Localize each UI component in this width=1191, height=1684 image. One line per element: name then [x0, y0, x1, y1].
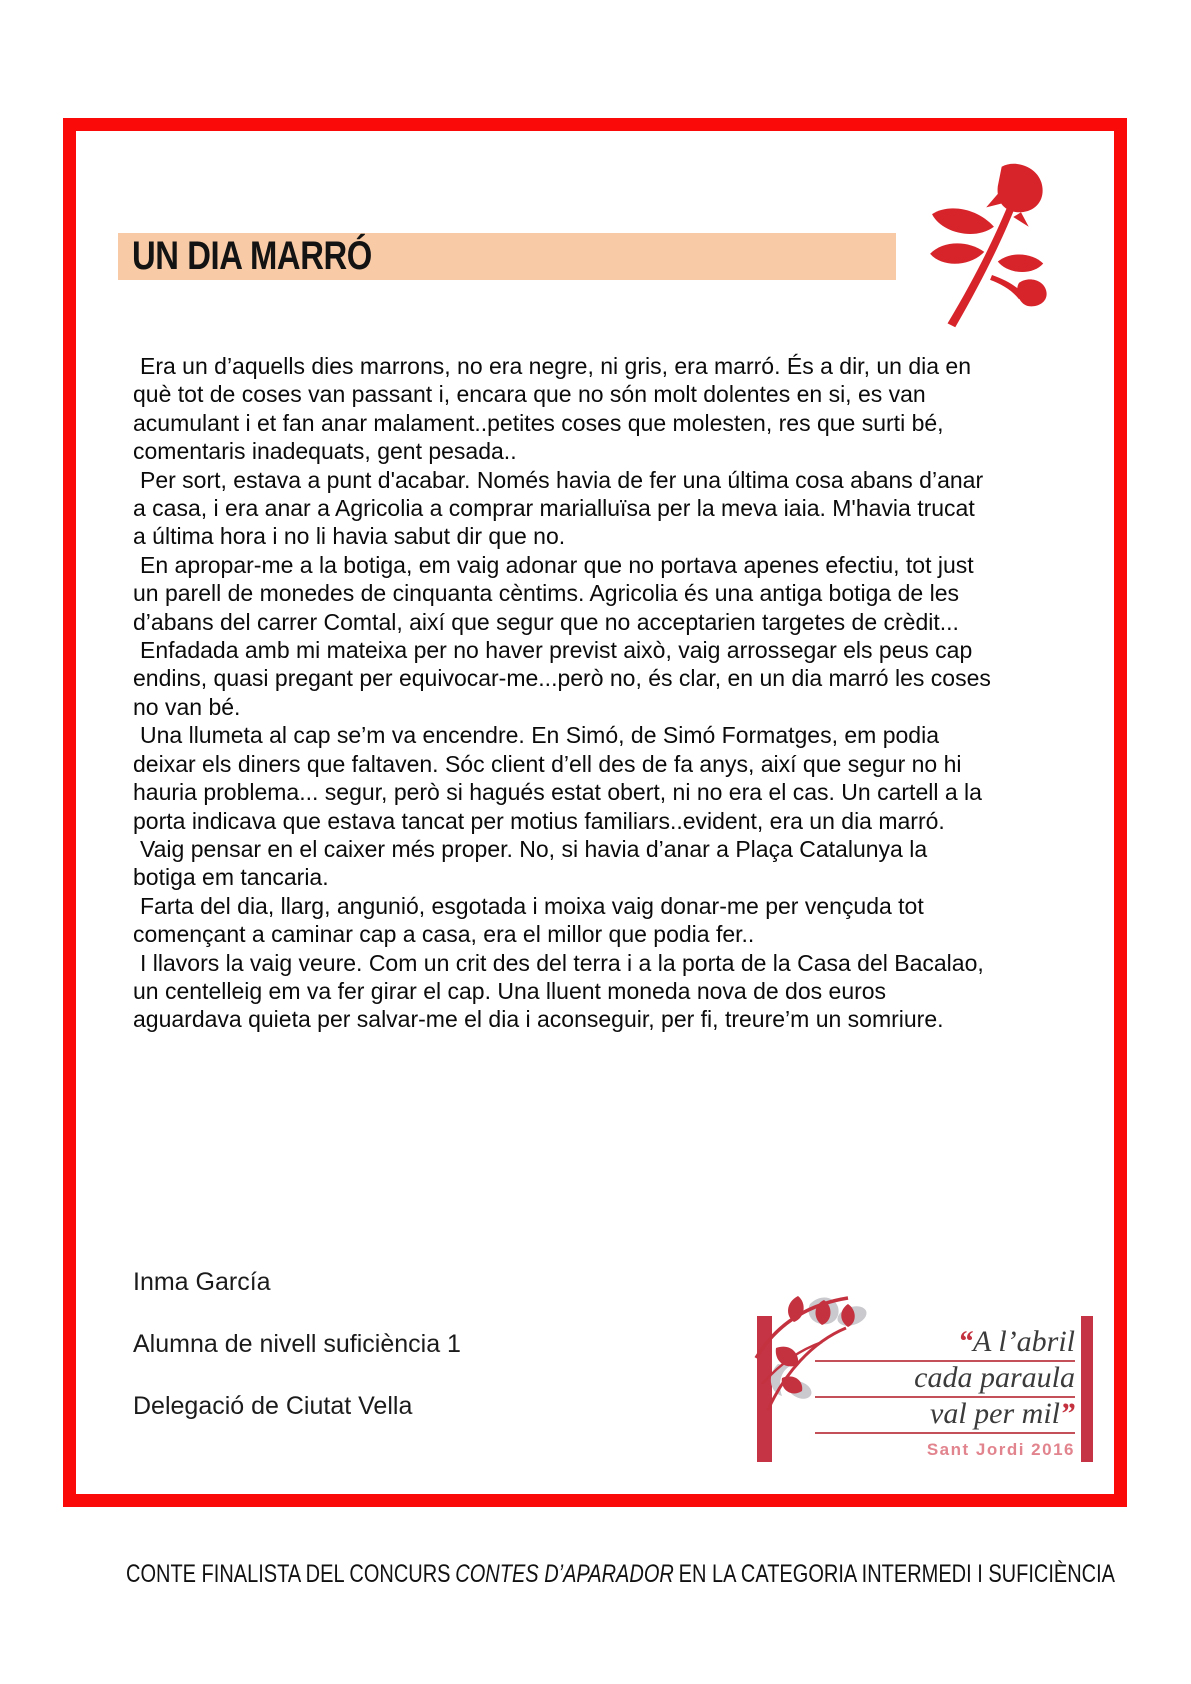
badge-quote-line-3: [815, 1398, 1075, 1434]
footer-contest-name: CONTES D’APARADOR: [455, 1560, 674, 1588]
story-text: [133, 352, 993, 1034]
story-paragraph: Una llumeta al cap se’m va encendre. En Simó, de Simó Formatges, em podia deixar els diners que faltaven. Sóc client d’ell des de fa anys, així que segur no hi hauria problema... segur, però si hagués estat obert, ni no era el cas. Un cartell a la porta indicava que estava tancat per motius familiars..evident, era un dia marró.: [133, 722, 982, 834]
footer-note: [126, 1560, 1126, 1589]
story-paragraph: Enfadada amb mi mateixa per no haver previst això, vaig arrossegar els peus cap endins, quasi pregant per equivocar-me...però no, és clar, en un dia marró les coses no van bé.: [133, 637, 991, 720]
badge-caption: Sant Jordi 2016: [926, 1440, 1075, 1459]
story-paragraph: I llavors la vaig veure. Com un crit des del terra i a la porta de la Casa del Bacalao, un centelleig em va fer girar el cap. Una lluent moneda nova de dos euros aguardava quieta per salvar-me el dia i aconseguir, per fi, treure’m un somriure.: [133, 949, 984, 1033]
story-paragraph: Era un d’aquells dies marrons, no era negre, ni gris, era marró. És a dir, un dia en què tot de coses van passant i, encara que no són molt dolentes en si, es van acumulant i et fan anar malament..petites coses que molesten, res que surti bé, comentaris inadequats, gent pesada..: [133, 353, 971, 465]
open-quote-mark: “: [958, 1325, 974, 1358]
story-paragraph: Vaig pensar en el caixer més proper. No, si havia d’anar a Plaça Catalunya la botiga em tancaria.: [133, 835, 928, 891]
badge-right-bar: [1081, 1316, 1093, 1462]
quote-text-1: A l’abril: [973, 1325, 1075, 1358]
author-name: Inma García: [133, 1268, 271, 1296]
author-delegation: Delegació de Ciutat Vella: [133, 1392, 413, 1420]
author-role: Alumna de nivell suficiència 1: [133, 1330, 461, 1358]
footer-suffix: EN LA CATEGORIA INTERMEDI I SUFICIÈNCIA: [678, 1560, 1116, 1588]
badge-quote-line-2: [815, 1362, 1075, 1398]
close-quote-mark: ”: [1060, 1397, 1075, 1430]
quote-text-2: cada paraula: [914, 1361, 1075, 1394]
footer-prefix: CONTE FINALISTA DEL CONCURS: [126, 1560, 451, 1588]
page-title: UN DIA MARRÓ: [132, 234, 372, 278]
badge-quote: [815, 1326, 1075, 1460]
story-paragraph: En apropar-me a la botiga, em vaig adonar que no portava apenes efectiu, tot just un parell de monedes de cinquanta cèntims. Agricolia és una antiga botiga de les d’abans del carrer Comtal, així que segur que no acceptarien targetes de crèdit...: [133, 551, 974, 635]
badge-quote-line-1: [815, 1326, 1075, 1362]
story-paragraph: Farta del dia, llarg, angunió, esgotada i moixa vaig donar-me per vençuda tot començant a caminar cap a casa, era el millor que podia fer..: [133, 892, 924, 948]
title-bar: [118, 233, 896, 280]
rose-icon: [905, 160, 1050, 335]
story-paragraph: Per sort, estava a punt d'acabar. Només havia de fer una última cosa abans d’anar a casa, i era anar a Agricolia a comprar marialluïsa per la meva iaia. M'havia trucat a última hora i no li havia sabut dir que no.: [133, 466, 984, 550]
quote-text-3: val per mil: [930, 1397, 1060, 1430]
